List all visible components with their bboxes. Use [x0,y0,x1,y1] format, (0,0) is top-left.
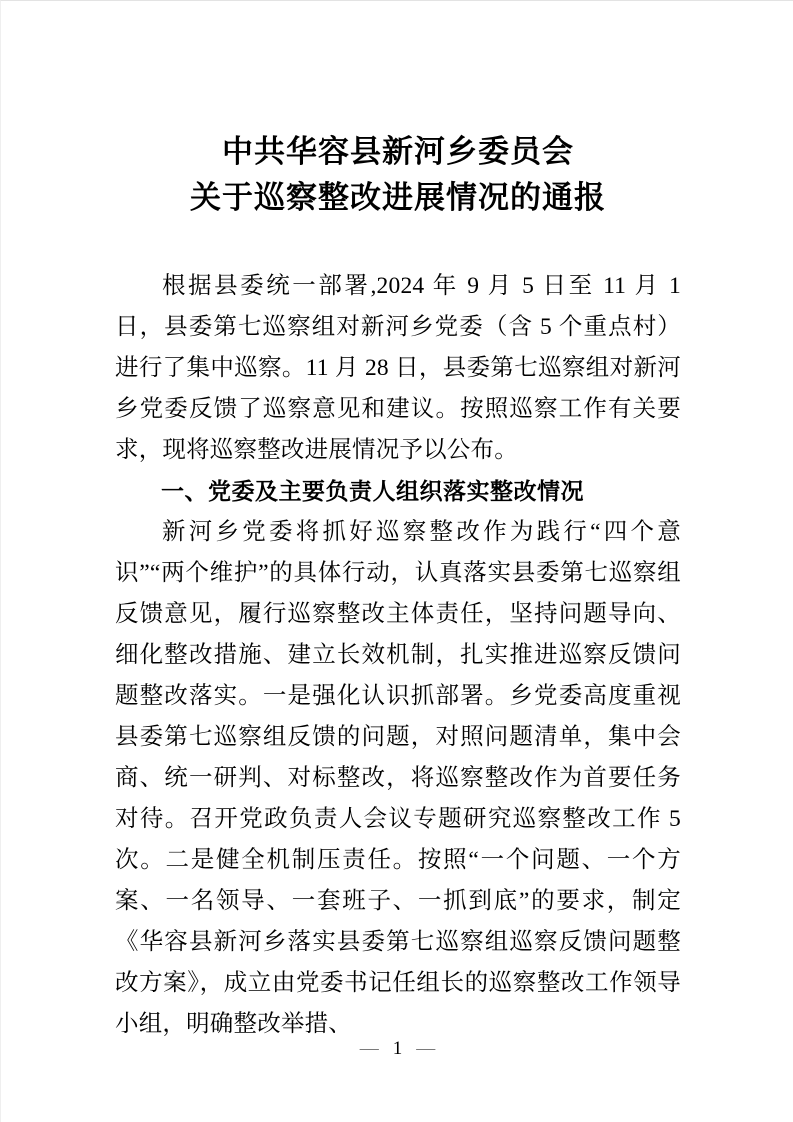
footer-dash-right: — [416,1038,436,1059]
paragraph-intro: 根据县委统一部署,2024 年 9 月 5 日至 11 月 1 日，县委第七巡察组对新河乡党委（含 5 个重点村）进行了集中巡察。11 月 28 日，县委第七巡察组对新河乡党委反馈了巡察意见和建议。按照巡察工作有关要求，现将巡察整改进展情况予以公布。 [115,273,681,463]
document-title [115,129,681,221]
footer-dash-left: — [359,1038,379,1059]
document-title-line2: 关于巡察整改进展情况的通报 [190,180,606,215]
paragraph-section-1-body: 新河乡党委将抓好巡察整改作为践行“四个意识”“两个维护”的具体行动，认真落实县委第七巡察组反馈意见，履行巡察整改主体责任，坚持问题导向、细化整改措施、建立长效机制，扎实推进巡察反馈问题整改落实。一是强化认识抓部署。乡党委高度重视县委第七巡察组反馈的问题，对照问题清单，集中会商、统一研判、对标整改，将巡察整改作为首要任务对待。召开党政负责人会议专题研究巡察整改工作 5 次。二是健全机制压责任。按照“一个问题、一个方案、一名领导、一套班子、一抓到底”的要求，制定《华容县新河乡落实县委第七巡察组巡察反馈问题整改方案》，成立由党委书记任组长的巡察整改工作领导小组，明确整改举措、 [115,519,681,1037]
section-heading-1: 一、党委及主要负责人组织落实整改情况 [161,478,584,504]
document-content [115,129,681,1045]
page-footer [1,1037,793,1061]
page-number: 1 [392,1038,403,1059]
document-title-line1: 中共华容县新河乡委员会 [222,134,574,169]
